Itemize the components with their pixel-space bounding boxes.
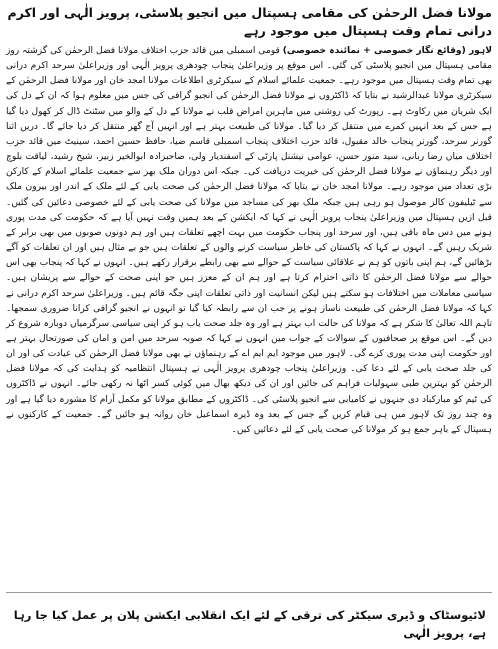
- article-body: [6, 44, 492, 438]
- byline: لاہور (وقائع نگار خصوصی + نمائندہ خصوصی): [282, 46, 492, 56]
- news-clipping: [6, 4, 492, 438]
- subheadline: لائیوسٹاک و ڈیری سیکٹر کی ترقی کے لئے ایک انقلابی ایکشن پلان پر عمل کیا جا رہا ہے، پرویز الٰہی: [13, 608, 486, 640]
- article-paragraph: قومی اسمبلی میں قائد حزب اختلاف مولانا فضل الرحمٰن کی گزشتہ روز مقامی ہسپتال میں انجیو پلاسٹی کی گئی۔ اس موقع پر وزیراعلیٰ پنجاب چودھری پرویز الٰہی اور وزیراعلیٰ سرحد اکرم درانی بھی تمام وقت ہسپتال میں موجود رہے۔ جمعیت علمائے اسلام کے سیکرٹری اطلاعات مولانا امجد خان اور مولانا فضل الرحمٰن کے سیکرٹری مولانا عبدالرشید نے بتایا کہ ڈاکٹروں نے مولانا فضل الرحمٰن کی انجیو گرافی کی جس میں معلوم ہوا کہ ان کے دل کی ایک شریان میں رکاوٹ ہے۔ رپورٹ کی روشنی میں ماہرین امراض قلب نے مولانا کے دل کے والو میں سٹنٹ ڈال کر کھول دیا گیا ہے جس کے بعد انہیں کمرے میں منتقل کر دیا گیا۔ مولانا کی طبیعت بہتر ہے اور انہیں آج گھر منتقل کر دیا جائے گا۔ دریں اثنا گورنر سرحد، گورنر پنجاب خالد مقبول، قائد حزب اختلاف پنجاب اسمبلی قاسم ضیا، حافظ حسین احمد، سینیٹ میں قائد حزب اختلاف میاں رضا ربانی، سید منور حسن، عوامی نیشنل پارٹی کے اسفندیار ولی، صاحبزادہ ابوالخیر زبیر، شیخ رشید، لیاقت بلوچ اور دیگر رہنماؤں نے مولانا فضل الرحمٰن کی خیریت دریافت کی۔ جبکہ اس دوران ملک بھر سے جمعیت علمائے اسلام کے کارکن بڑی تعداد میں موجود رہے۔ مولانا امجد خان نے بتایا کہ مولانا فضل الرحمٰن کی صحت یابی کے لئے ملک کے اندر اور بیرون ملک سے ٹیلیفون کالز موصول ہو رہی ہیں جبکہ ملک بھر کی مساجد میں مولانا کی صحت یابی کے لئے خصوصی دعائیں کی گئیں۔ قبل ازیں ہسپتال میں وزیراعلیٰ پنجاب پرویز الٰہی نے کہا کہ ایکشن کے بعد ہمیں وقت نہیں آیا ہے کہ حکومت کی مدت پوری ہونے میں دس ماہ باقی ہیں، اور سرحد اور پنجاب حکومت میں بہت اچھے تعلقات ہیں اور ہم دونوں صوبوں میں بھی برابر کے شریک رہیں گے۔ انہوں نے کہا کہ پاکستان کی خاطر سیاست کرنے والوں کے تعلقات ہیں جو بے مثال ہیں اور ان تعلقات کو آگے بڑھائیں گے، ہم اپنی باتوں کو ہم نے علاقائی سیاست کے حوالے سے بھی رابطے برقرار رکھے ہیں۔ انہوں نے کہا کہ پنجاب بھی اس حوالے سے مولانا فضل الرحمٰن کا ذاتی احترام کرتا ہے اور ہم ان کے معزز ہیں جو اپنی صحت کے حوالے سے پریشان ہیں۔ سیاسی معاملات میں اختلافات ہو سکتے ہیں لیکن انسانیت اور ذاتی تعلقات اپنی جگہ قائم ہیں۔ وزیراعلیٰ سرحد اکرم درانی نے کہا کہ مولانا فضل الرحمٰن کی طبیعت ناساز ہونے پر جب ان سے رابطہ کیا گیا تو انہوں نے انجیو گرافی کرانا ضروری سمجھا۔ تاہم اللہ تعالیٰ کا شکر ہے کہ مولانا کی حالت اب بہتر ہے اور وہ جلد صحت یاب ہو کر اپنی سیاسی سرگرمیاں دوبارہ شروع کر دیں گے۔ اس موقع پر صحافیوں کے سوالات کے جواب میں انہوں نے کہا کہ صوبہ سرحد میں امن و امان کی صورتحال بہتر ہے اور حکومت اپنی مدت پوری کرے گی۔ لاہور میں موجود ایم ایم اے کے رہنماؤں نے بھی مولانا فضل الرحمٰن کی عیادت کی اور ان کی جلد صحت یابی کے لئے دعا کی۔ وزیراعلیٰ پنجاب چودھری پرویز الٰہی نے ہسپتال انتظامیہ کو ہدایت کی کہ مولانا فضل الرحمٰن کو بہترین طبی سہولیات فراہم کی جائیں اور ان کی دیکھ بھال میں کوئی کسر اٹھا نہ رکھی جائے۔ انہوں نے ڈاکٹروں کی ٹیم کو مبارکباد دی جنہوں نے کامیابی سے انجیو پلاسٹی کی۔ ڈاکٹروں کے مطابق مولانا کو مکمل آرام کا مشورہ دیا گیا ہے اور وہ چند روز تک لاہور میں ہی قیام کریں گے جس کے بعد وہ ڈیرہ اسماعیل خان روانہ ہو جائیں گے۔ جمعیت کے کارکنوں نے ہسپتال کے باہر جمع ہو کر مولانا کی صحت یابی کے لئے دعائیں کیں۔: [6, 46, 492, 435]
- section-divider: [6, 592, 492, 593]
- headline: مولانا فضل الرحمٰن کی مقامی ہسپتال میں انجیو پلاسٹی، پرویز الٰہی اور اکرم درانی تمام وقت ہسپتال میں موجود رہے: [7, 5, 492, 38]
